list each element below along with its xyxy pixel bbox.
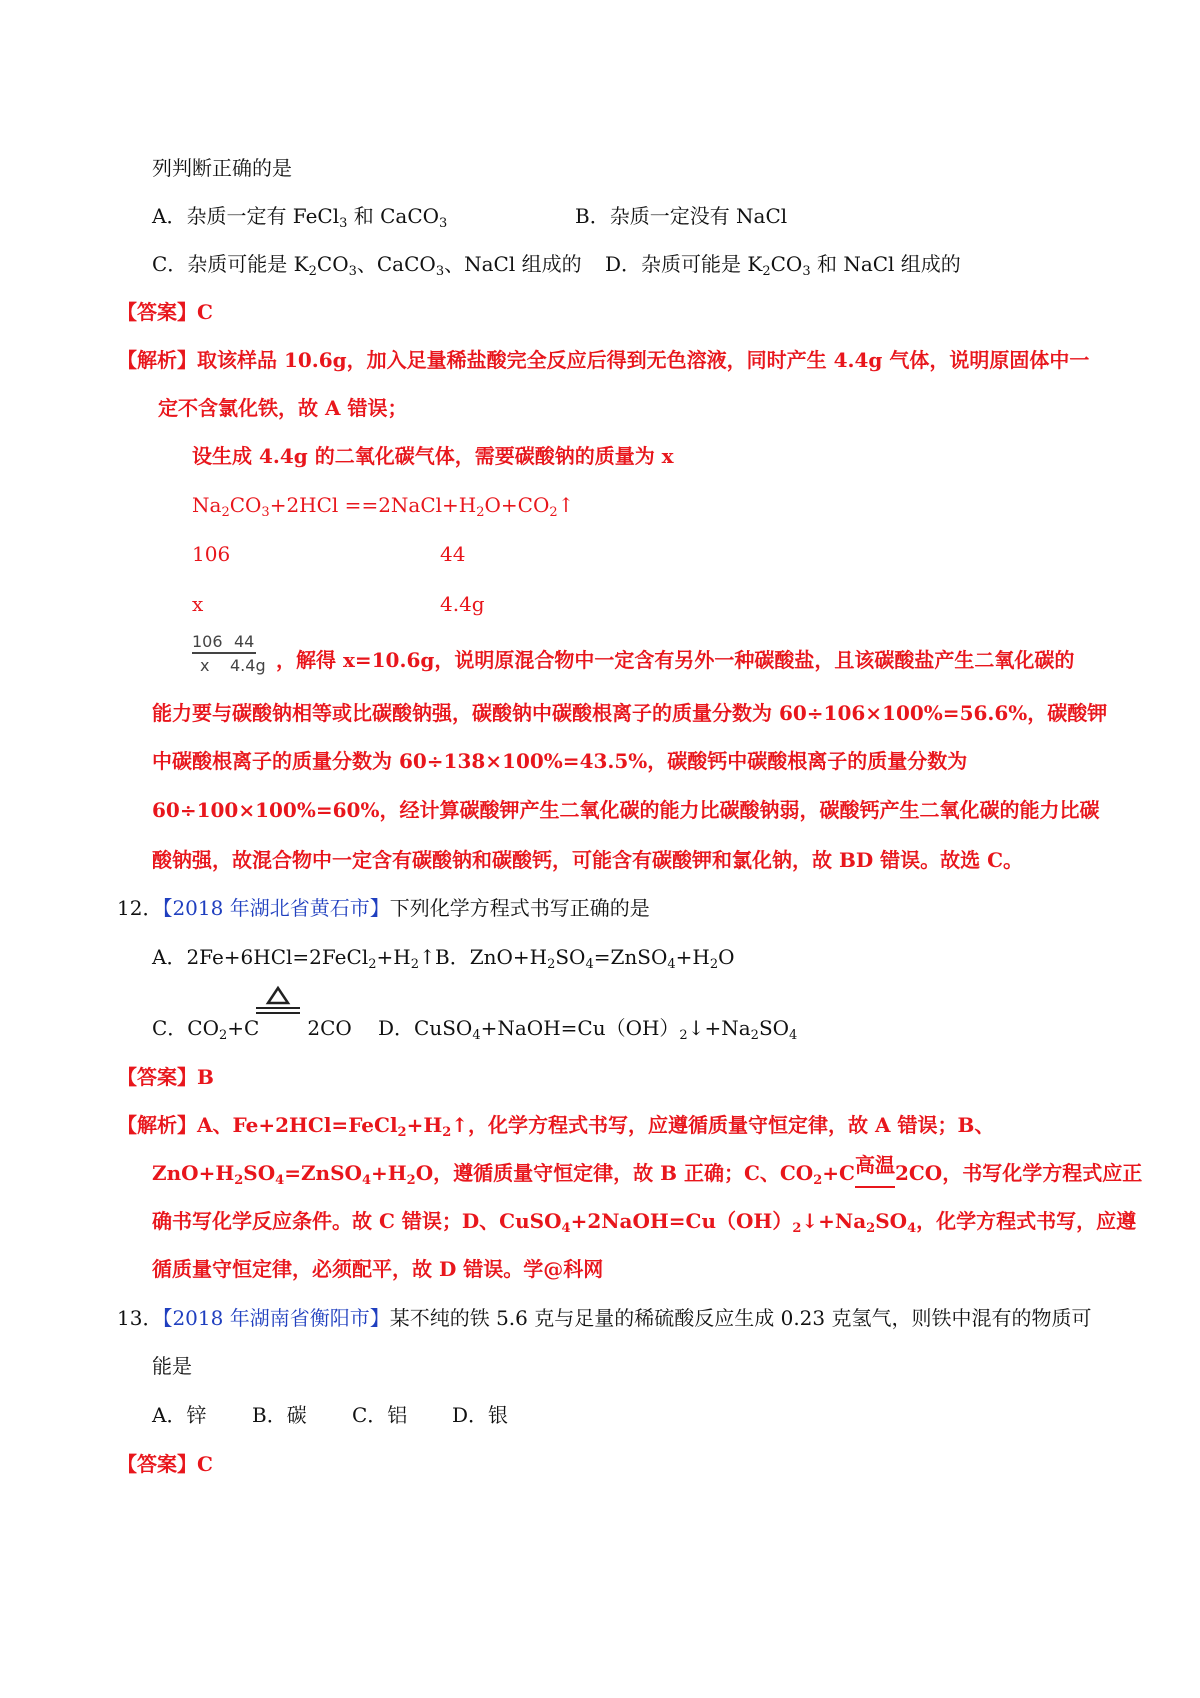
option-c: C．杂质可能是 $K_2CO_3$、CaCO$_3$、NaCl 组成的 [152, 252, 582, 279]
question-13-stem-cont: 能是 [152, 1354, 192, 1378]
analysis-line-2: 定不含氯化铁，故 A 错误； [158, 396, 408, 420]
question-stem-end: 列判断正确的是 [152, 156, 292, 180]
q12-analysis-line-4: 循质量守恒定律，必须配平，故 D 错误。学@科网 [152, 1257, 604, 1281]
analysis-line-1: 【解析】取该样品 10.6g，加入足量稀盐酸完全反应后得到无色溶液，同时产生 4.4g 气体，说明原固体中一 [117, 348, 1090, 372]
q13-option-d: D．银 [452, 1403, 509, 1427]
molar-mass-left: 106 [192, 542, 231, 566]
analysis-para-5: 酸钠强，故混合物中一定含有碳酸钠和碳酸钙，可能含有碳酸钾和氯化钠，故 BD 错误。故选 C。 [152, 848, 1024, 872]
analysis-para-3: 中碳酸根离子的质量分数为 60÷138×100%=43.5%，碳酸钙中碳酸根离子的质量分数为 [152, 749, 968, 773]
q12-option-b: B．$ZnO+H_2SO_4=ZnSO_4+H_2O$ [435, 945, 735, 972]
q13-answer: 【答案】C [117, 1452, 213, 1476]
calc-setup: 设生成 4.4g 的二氧化碳气体，需要碳酸钠的质量为 x [192, 444, 674, 468]
heating-condition-icon [254, 985, 302, 1019]
q13-option-a: A．锌 [152, 1403, 207, 1427]
chemical-equation: $Na_2CO_3+2HCl$ $==2NaCl+H_2O+CO_2↑$ [192, 493, 575, 520]
q12-analysis-line-3: 确书写化学反应条件。故 C 错误；D、$CuSO_4+2NaOH=Cu(OH)_2↓+Na_2SO_4$，化学方程式书写，应遵 [152, 1209, 1137, 1236]
ratio-fraction: 106 44 x 4.4g [192, 632, 266, 675]
q12-answer: 【答案】B [117, 1065, 214, 1089]
analysis-para-1: ，解得 x=10.6g，说明原混合物中一定含有另外一种碳酸盐，且该碳酸盐产生二氧化碳的 [276, 648, 1075, 672]
molar-mass-right: 44 [440, 542, 466, 566]
q12-option-a: A．$2Fe+6HCl=2FeCl_2+H_2↑$ [152, 945, 436, 972]
q13-option-c: C．铝 [352, 1403, 408, 1427]
high-temp-condition: 高温 [855, 1160, 895, 1186]
question-13-stem: 13．【2018 年湖南省衡阳市】某不纯的铁 5.6 克与足量的稀硫酸反应生成 0.23 克氢气，则铁中混有的物质可 [117, 1306, 1092, 1330]
q12-option-c: C．$CO_2+C$ 2CO [152, 1016, 352, 1043]
q13-option-b: B．碳 [252, 1403, 307, 1427]
q12-option-d: D．$CuSO_4+NaOH=Cu(OH)_2↓+Na_2SO_4$ [378, 1016, 798, 1043]
fraction-bar [192, 652, 256, 654]
q12-analysis-line-2: $ZnO+H_2SO_4=ZnSO_4+H_2O$，遵循质量守恒定律，故 B 正确；C、$CO_2+C$高温 2CO，书写化学方程式应正 [152, 1153, 1143, 1188]
option-b: B．杂质一定没有 NaCl [575, 204, 788, 228]
variable-right: 4.4g [440, 592, 485, 616]
analysis-para-2: 能力要与碳酸钠相等或比碳酸钠强，碳酸钠中碳酸根离子的质量分数为 60÷106×100%=56.6%，碳酸钾 [152, 701, 1108, 725]
analysis-para-4: 60÷100×100%=60%，经计算碳酸钾产生二氧化碳的能力比碳酸钠弱，碳酸钙产生二氧化碳的能力比碳 [152, 798, 1100, 822]
variable-left: x [192, 592, 204, 616]
question-12-stem: 12．【2018 年湖北省黄石市】下列化学方程式书写正确的是 [117, 896, 650, 920]
q12-analysis-line-1: 【解析】A、$Fe+2HCl=FeCl_2+H_2↑$，化学方程式书写，应遵循质量守恒定律，故 A 错误；B、 [117, 1113, 995, 1140]
answer: 【答案】C [117, 300, 213, 324]
option-a: A．杂质一定有 FeCl$_3$ 和 CaCO$_3$ [152, 204, 448, 231]
option-d: D．杂质可能是 $K_2CO_3$ 和 NaCl 组成的 [605, 252, 961, 279]
